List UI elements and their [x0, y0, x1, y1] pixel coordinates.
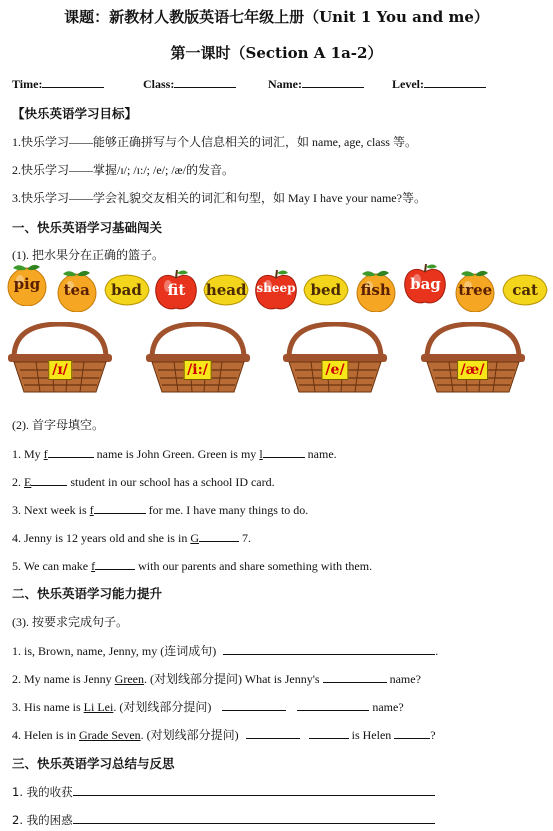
- question-text: . (对划线部分提问): [113, 700, 212, 714]
- task1-instruction: (1). 把水果分在正确的篮子。: [12, 248, 164, 262]
- answer-blank[interactable]: [323, 670, 387, 683]
- fill-text: with our parents and share something with them.: [135, 559, 373, 573]
- fruit-lemon-icon[interactable]: [501, 272, 549, 308]
- section1-heading: 一、快乐英语学习基础闯关: [12, 220, 163, 235]
- goal-item: 1.快乐学习——能够正确拼写与个人信息相关的词汇，如 name, age, class 等。: [12, 135, 417, 149]
- answer-blank[interactable]: [223, 642, 435, 655]
- reflection-label: 2. 我的困惑: [12, 813, 73, 827]
- answer-blank[interactable]: [246, 726, 300, 739]
- answer-blank[interactable]: [48, 445, 94, 458]
- underlined-part: Grade Seven: [79, 728, 141, 742]
- answer-blank[interactable]: [263, 445, 305, 458]
- reflection-gain: [12, 783, 435, 800]
- answer-blank[interactable]: [309, 726, 349, 739]
- answer-blank[interactable]: [199, 529, 239, 542]
- basket-phoneme-label: /æ/: [457, 360, 489, 380]
- question-text: . (对划线部分提问): [140, 728, 239, 742]
- answer-blank[interactable]: [31, 473, 67, 486]
- initial-letter: f: [43, 447, 48, 461]
- answer-blank[interactable]: [222, 698, 286, 711]
- basket-icon[interactable]: [144, 322, 252, 390]
- fruit-word: fish: [360, 281, 391, 299]
- question-text: ?: [430, 728, 436, 742]
- fruit-word: fit: [167, 281, 186, 299]
- initial-letter: G: [190, 531, 199, 545]
- level-field[interactable]: [392, 76, 486, 92]
- fruit-word: bed: [310, 281, 342, 299]
- fruit-word: bag: [410, 275, 441, 293]
- answer-blank[interactable]: [297, 698, 369, 711]
- rewrite-item-2: [12, 670, 421, 687]
- fruit-orange-icon[interactable]: [53, 268, 101, 312]
- fruit-word: sheep: [256, 281, 296, 295]
- level-label: Level:: [392, 77, 424, 91]
- worksheet-title: 课题：新教材人教版英语七年级上册（Unit 1 You and me）: [64, 8, 489, 26]
- fill-text: for me. I have many things to do.: [145, 503, 309, 517]
- fruit-orange-icon[interactable]: [451, 268, 499, 312]
- rewrite-item-3: [12, 698, 404, 715]
- underlined-part: Green: [114, 672, 144, 686]
- fill-text: name is John Green. Green is my: [93, 447, 260, 461]
- answer-blank[interactable]: [94, 501, 146, 514]
- fruit-word: head: [205, 281, 247, 299]
- question-text: 4. Helen is in: [12, 728, 79, 742]
- rewrite-item-4: [12, 726, 436, 743]
- question-text: 3. His name is: [12, 700, 84, 714]
- goal-item: 3.快乐学习——学会礼貌交友相关的词汇和句型，如 May I have your name?等。: [12, 191, 426, 205]
- fruit-orange-icon[interactable]: [3, 262, 51, 306]
- fill-text: 1. My: [12, 447, 44, 461]
- goal-item: 2.快乐学习——掌握/ɪ/; /ɪ:/; /e/; /æ/的发音。: [12, 163, 235, 177]
- question-text: is Helen: [351, 728, 392, 742]
- underlined-part: Li Lei: [83, 700, 114, 714]
- class-label: Class:: [143, 77, 175, 91]
- basket-phoneme-label: /i:/: [183, 360, 212, 380]
- fill-text: 3. Next week is: [12, 503, 90, 517]
- fruit-apple-icon[interactable]: [401, 262, 449, 306]
- fruit-lemon-icon[interactable]: [302, 272, 350, 308]
- name-field[interactable]: [268, 76, 364, 92]
- basket-phoneme-label: /e/: [321, 360, 348, 380]
- question-text: name?: [389, 672, 421, 686]
- section2-heading: 二、快乐英语学习能力提升: [12, 586, 163, 601]
- fill-text: 4. Jenny is 12 years old and she is in: [12, 531, 191, 545]
- time-field[interactable]: [12, 76, 104, 92]
- fruit-word: tree: [458, 281, 493, 299]
- goals-heading: 【快乐英语学习目标】: [12, 106, 138, 121]
- fill-item-1: [12, 445, 337, 462]
- time-label: Time:: [12, 77, 43, 91]
- section3-heading: 三、快乐英语学习总结与反思: [12, 756, 175, 771]
- fruit-word: bad: [111, 281, 142, 299]
- fill-item-2: [12, 473, 275, 490]
- answer-blank[interactable]: [73, 811, 435, 824]
- rewrite-item-1: 1. is, Brown, name, Jenny, my (连词成句) .: [12, 644, 439, 658]
- fruit-word: cat: [512, 281, 538, 299]
- task2-instruction: (2). 首字母填空。: [12, 418, 104, 432]
- question-text: 2. My name is Jenny: [12, 672, 115, 686]
- initial-letter: f: [89, 503, 94, 517]
- basket-icon[interactable]: [281, 322, 389, 390]
- fill-item-5: [12, 557, 372, 574]
- answer-blank[interactable]: [95, 557, 135, 570]
- fruit-word: tea: [63, 281, 90, 299]
- reflection-confusion: [12, 811, 435, 828]
- reflection-label: 1. 我的收获: [12, 785, 73, 799]
- initial-letter: l: [259, 447, 263, 461]
- name-label: Name:: [268, 77, 302, 91]
- question-text: 1. is, Brown, name, Jenny, my (连词成句): [12, 644, 217, 658]
- fill-text: student in our school has a school ID card.: [67, 475, 275, 489]
- question-text: name?: [372, 700, 404, 714]
- initial-letter: f: [91, 559, 96, 573]
- fruit-lemon-icon[interactable]: [103, 272, 151, 308]
- task3-instruction: (3). 按要求完成句子。: [12, 615, 128, 629]
- initial-letter: E: [24, 475, 32, 489]
- basket-icon[interactable]: [6, 322, 114, 390]
- fruit-orange-icon[interactable]: [352, 268, 400, 312]
- fruit-word: pig: [13, 275, 41, 293]
- question-text: . (对划线部分提问) What is Jenny's: [143, 672, 320, 686]
- fill-item-4: [12, 529, 251, 546]
- fruit-apple-icon[interactable]: [252, 268, 300, 312]
- fruit-apple-icon[interactable]: [152, 268, 200, 312]
- fill-item-3: [12, 501, 308, 518]
- lesson-title: 第一课时（Section A 1a-2）: [170, 44, 383, 62]
- basket-icon[interactable]: [419, 322, 527, 390]
- fill-text: 7.: [238, 531, 251, 545]
- answer-blank[interactable]: [394, 726, 430, 739]
- fill-text: 2.: [12, 475, 24, 489]
- class-field[interactable]: [143, 76, 236, 92]
- fill-text: name.: [304, 447, 337, 461]
- basket-phoneme-label: /ɪ/: [48, 360, 72, 380]
- fruit-lemon-icon[interactable]: [202, 272, 250, 308]
- answer-blank[interactable]: [73, 783, 435, 796]
- fill-text: 5. We can make: [12, 559, 92, 573]
